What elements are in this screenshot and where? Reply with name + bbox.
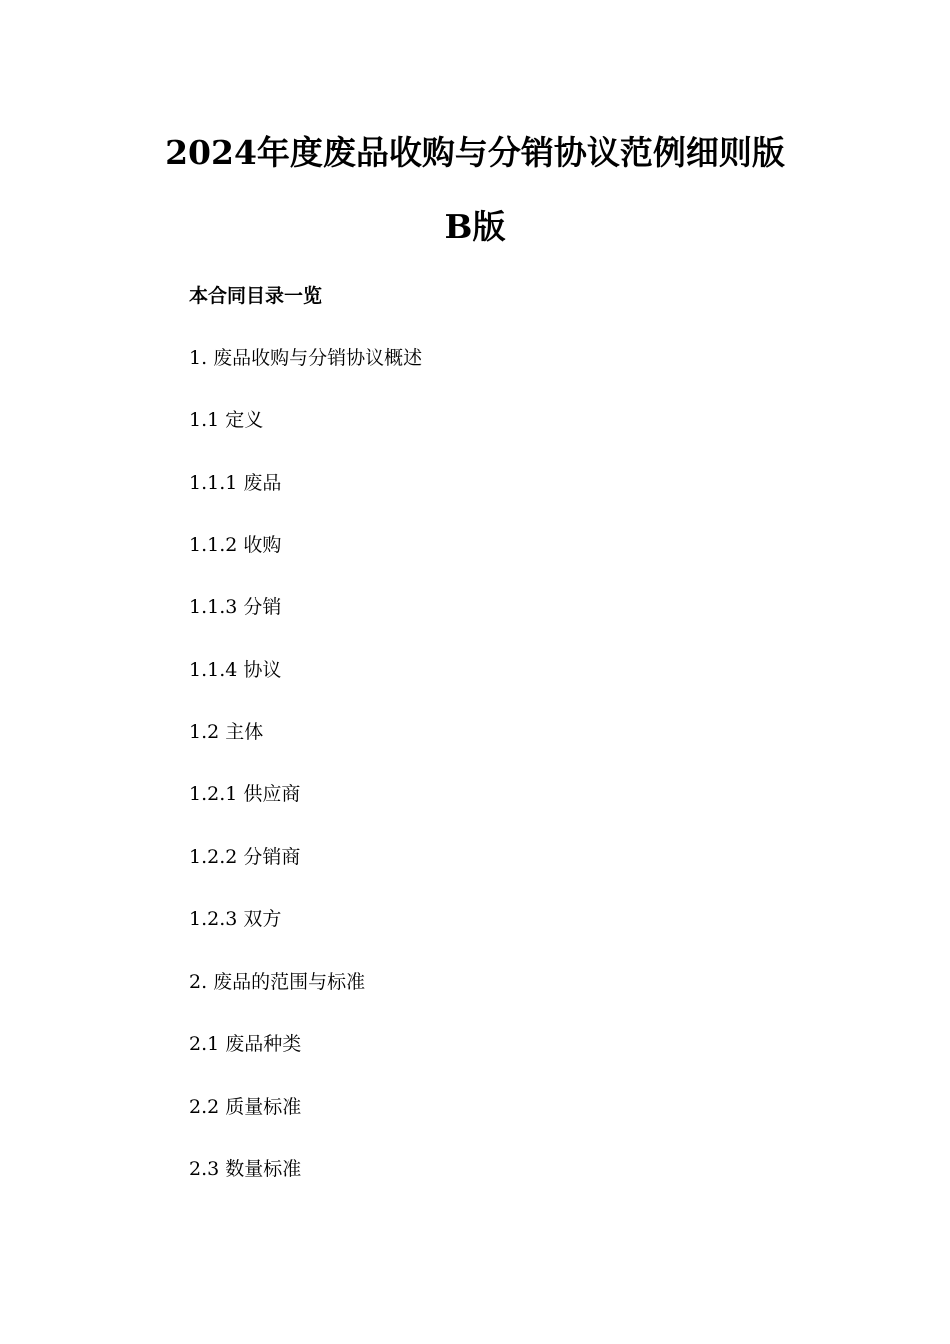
toc-item: 1. 废品收购与分销协议概述: [189, 347, 423, 369]
toc-item: 1.2 主体: [189, 721, 264, 743]
toc-item: 1.1.3 分销: [189, 596, 282, 618]
toc-heading: 本合同目录一览: [189, 285, 323, 307]
toc-item: 2.3 数量标准: [189, 1158, 302, 1180]
toc-item: 1.1.4 协议: [189, 659, 282, 681]
toc-item: 2.1 废品种类: [189, 1033, 302, 1055]
toc-item: 1.1 定义: [189, 409, 264, 431]
toc-item: 1.2.2 分销商: [189, 846, 301, 868]
toc-item: 1.1.1 废品: [189, 472, 282, 494]
toc-item: 1.2.1 供应商: [189, 783, 301, 805]
document-title-line-2: B版: [444, 207, 506, 246]
toc-item: 1.2.3 双方: [189, 908, 282, 930]
document-title-line-1: 2024年度废品收购与分销协议范例细则版: [165, 133, 785, 172]
toc-item: 2.2 质量标准: [189, 1096, 302, 1118]
toc-item: 2. 废品的范围与标准: [189, 971, 366, 993]
toc-item: 1.1.2 收购: [189, 534, 282, 556]
